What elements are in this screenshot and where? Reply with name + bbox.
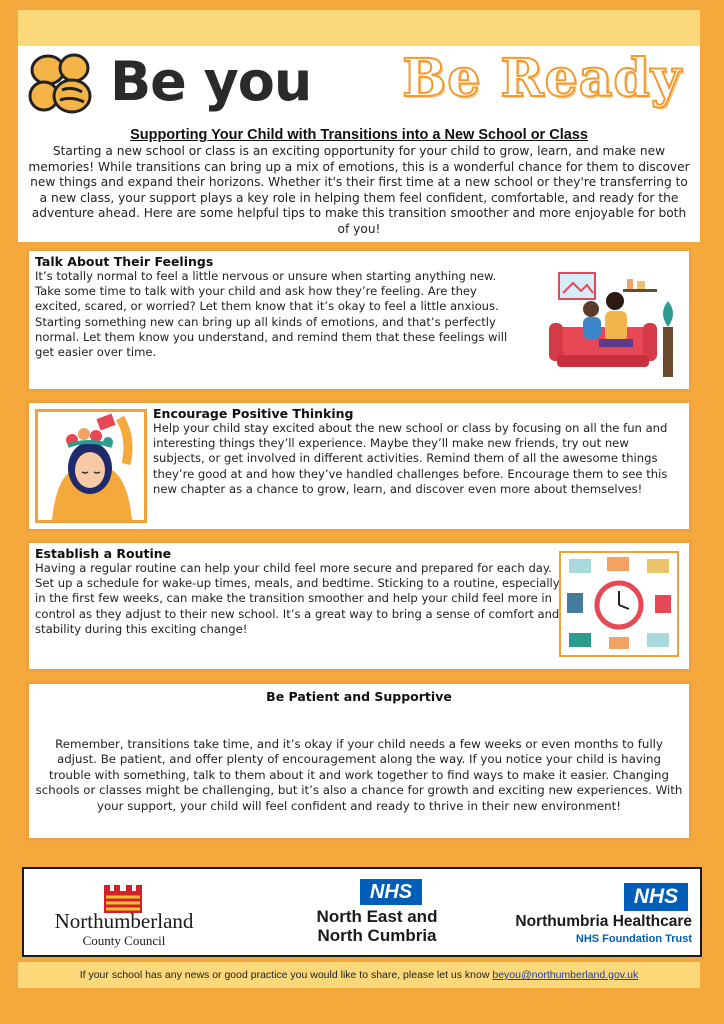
section-body: Having a regular routine can help your child feel more secure and prepared for each day. Set up a schedule for wake-up times, meals, and bedtime. Sticking to a routine, especially in the first few weeks, can make the transition smoother and help your child feel more in control as they adjust to their new school. It’s a great way to bring a sense of comfort and stability during this exciting change! (35, 561, 560, 636)
section-heading: Talk About Their Feelings (35, 254, 214, 269)
section-routine (26, 540, 692, 672)
section-heading: Be Patient and Supportive (266, 689, 452, 704)
footer-text: If your school has any news or good practice you would like to share, please let us know (79, 969, 490, 981)
header (18, 46, 700, 122)
section-heading: Establish a Routine (35, 546, 172, 561)
intro-body: Starting a new school or class is an exciting opportunity for your child to grow, learn, and make new memories! While transitions can bring up a mix of emotions, this is a wonderful chance for them to discover new things and expand their horizons. Whether it's their first time at a new school or they're transferring to a new class, your support plays a key role in helping them feel confident, comfortable, and ready for the adventure ahead. Here are some helpful tips to make this transition smoother and more enjoyable for both of you! (28, 144, 690, 236)
council-subtitle: County Council (82, 933, 166, 948)
nenc-line2: North Cumbria (317, 926, 437, 945)
partner-logos (22, 867, 702, 957)
tagline: Be Ready (402, 48, 682, 109)
bee-icon (26, 50, 98, 118)
intro-title: Supporting Your Child with Transitions into a New School or Class (130, 127, 588, 143)
section-positive-thinking (26, 400, 692, 532)
nenc-name (292, 907, 462, 945)
contact-email-link[interactable]: beyou@northumberland.gov.uk (492, 969, 639, 981)
section-body: Help your child stay excited about the new school or class by focusing on all the fun and interesting things they’ll experience. Maybe they’ll make new friends, try out new subjects, or get involved in different activities. Remind them of all the awesome things they’re good at and how they’ve handled challenges before. Encourage them to see this new chapter as a chance to grow, learn, and discover even more about themselves! (153, 421, 668, 496)
footer (18, 962, 700, 988)
nhs-trust-logo: NHS (624, 883, 688, 911)
section-talk-feelings (26, 248, 692, 392)
section-body: Remember, transitions take time, and it’s okay if your child needs a few weeks or even months to fully adjust. Be patient, and offer plenty of encouragement along the way. If you notice your child is having trouble with something, talk to them about it and work together to find ways to make it easier. Changing schools or classes might be challenging, but it’s also a chance for growth and exciting new experiences. With your support, your child will feel confident and ready to thrive in their new environment! (35, 737, 683, 813)
section-body: It’s totally normal to feel a little nervous or unsure when starting anything new. Take some time to talk with your child and ask how they’re feeling. Are they excited, scared, or worried? Let them know that it’s okay to feel a little anxious. Starting something new can bring up all kinds of emotions, and that’s perfectly normal. Let them know you understand, and remind them that these feelings will get easier over time. (35, 269, 508, 360)
nhs-logo: NHS (360, 879, 422, 905)
section-heading: Encourage Positive Thinking (153, 406, 354, 421)
brand-title: Be you (110, 50, 312, 113)
watering-flowers-head-illustration (35, 409, 147, 523)
parent-child-sofa-illustration (545, 267, 681, 385)
section-patient-supportive (26, 681, 692, 841)
top-band (18, 10, 700, 46)
trust-name: Northumbria Healthcare (515, 913, 692, 930)
nenc-line1: North East and (316, 907, 438, 926)
intro-section (18, 122, 700, 242)
council-name: Northumberland (54, 909, 194, 933)
trust-subtitle: NHS Foundation Trust (575, 933, 692, 945)
daily-routine-clock-illustration (559, 551, 679, 657)
